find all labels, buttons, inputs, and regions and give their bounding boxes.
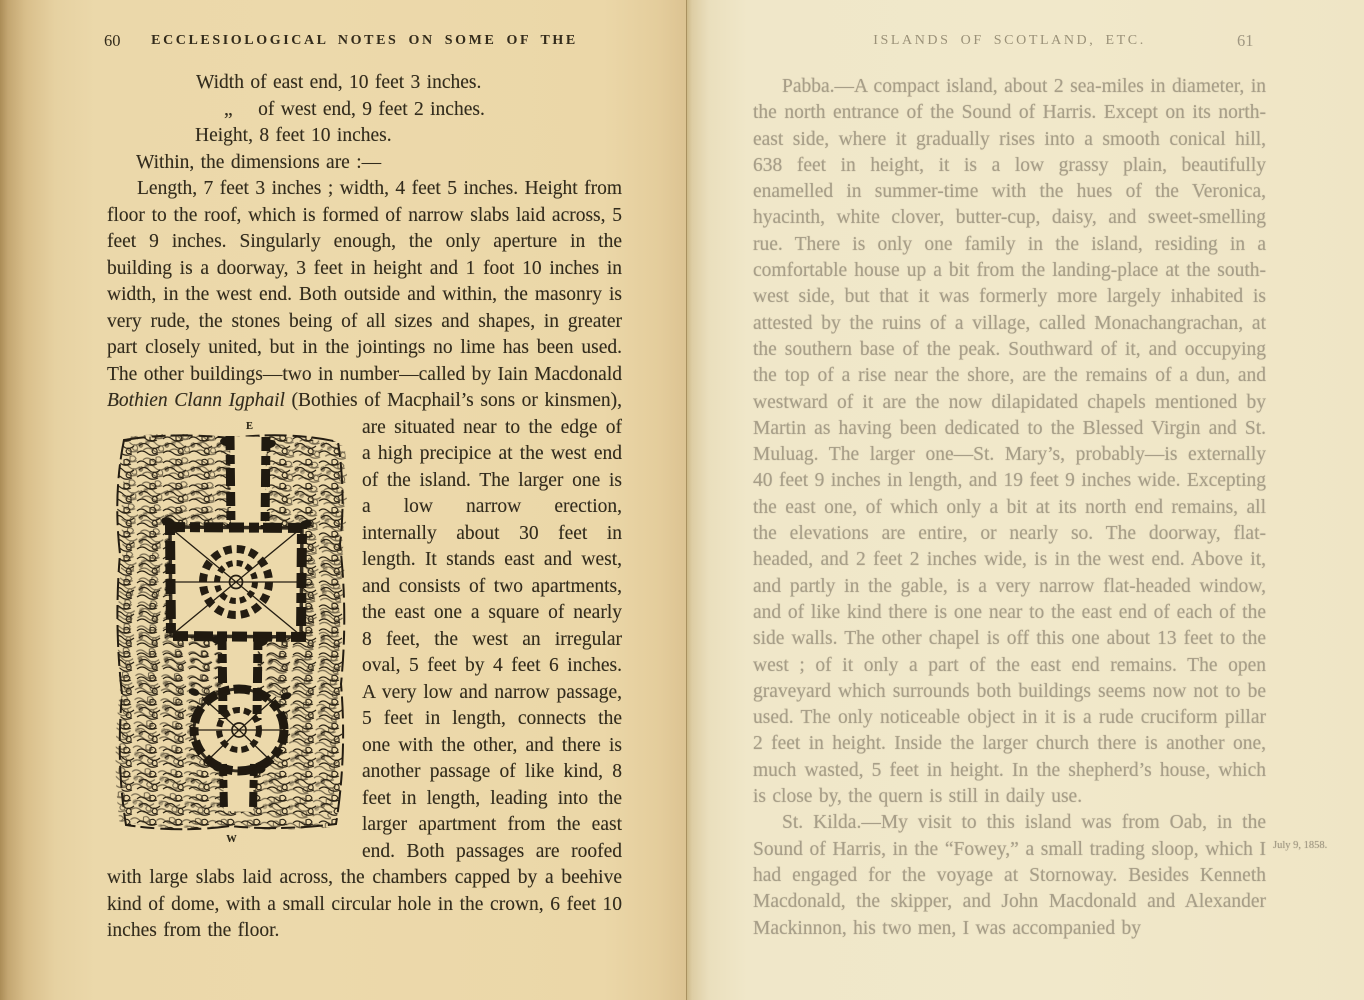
paragraph-text: (Bothies of Macphail’s sons or kinsmen), are situated near to the edge of [284,390,622,438]
main-paragraph [107,176,622,945]
figure-label-west: W [226,833,238,845]
dimension-line: Width of east end, 10 feet 3 inches. [196,72,482,93]
italic-gaelic-phrase: Bothien Clann Igphail [107,390,285,411]
dimension-line: Height, 8 feet 10 inches. [195,125,392,146]
right-page-number: 61 [1237,31,1254,50]
left-running-header: ECCLESIOLOGICAL NOTES ON SOME OF THE [151,33,578,48]
paragraph-text: Length, 7 feet 3 inches ; width, 4 feet 5 inches. Height from floor to the roof, which is formed of narrow slabs laid across, 5 feet 9 inches. Singularly enough, the only aperture in the building is a doorway, 3 feet in height and 1 foot 10 inches in width, in the west end. Both outside and within, the masonry is very rude, the stones being of all sizes and shapes, in greater part closely united, but in the jointings no lime has been used. The other buildings—two in number—called by Iain Macdonald [107,178,622,385]
dimension-line-ditto: „ of west end, 9 feet 2 inches. [224,98,485,120]
right-running-header: ISLANDS OF SCOTLAND, ETC. [873,33,1146,48]
left-page-text-block [107,70,622,945]
beehive-plan-figure [107,420,349,846]
paragraph-text: a high precipice at the west end of the island. The larger one is a low narrow erection, internally about 30 feet in length. It stands east and west, and consists of two apartments, the east one a square of nearly 8 feet, the west an irregular oval, 5 feet by 4 feet 6 inches. A very low and narrow passage, 5 feet in length, connects the one with the other, and there is another passage of like kind, 8 feet in length, leading into the larger apartment from the east end. Both passages are roofed with large slabs laid across, the chambers capped by a beehive kind of dome, with a small circular hole in the crown, 6 feet 10 inches from the floor. [107,443,622,941]
margin-note-date: July 9, 1858. [1273,840,1328,851]
right-page-text-block [753,74,1266,942]
st-kilda-paragraph: St. Kilda.—My visit to this island was from Oab, in the Sound of Harris, in the “Fowey,” a small trading sloop, which I had engaged for the voyage at Stornoway. Besides Kenneth Macdonald, the skipper, and John Macdonald and Alexander Mackinnon, his two men, I was accompanied by [753,812,1266,939]
pabba-paragraph: Pabba.—A compact island, about 2 sea-miles in diameter, in the north entrance of the Sound of Harris. Except on its north-east side, where it gradually rises into a smooth conical hill, 638 feet in height, it is a low grassy plain, beautifully enamelled in summer-time with the hues of the Veronica, hyacinth, white clover, butter-cup, daisy, and sweet-smelling rue. There is only one family in the island, residing in a comfortable house up a bit from the landing-place at the south-west side, but that it was formerly more largely inhabited is attested by the ruins of a village, called Monachangrachan, at the southern base of the peak. Southward of it, and occupying the top of a rise near the shore, are the remains of a dun, and westward of it are the now dilapidated chapels mentioned by Martin as having been dedicated to the Blessed Virgin and St. Muluag. The larger one—St. Mary’s, probably—is externally 40 feet 9 inches in length, and 19 feet 9 inches wide. Excepting the east one, of which only a bit at its north end remains, all the elevations are entire, or nearly so. The doorway, flat-headed, and 2 feet 2 inches wide, is in the west end. Above it, and partly in the gable, is a very narrow flat-headed window, and of like kind there is one near to the east end of each of the side walls. The other chapel is off this one about 13 feet to the west ; of it only a part of the east end remains. The open graveyard which surrounds both buildings seems now not to be used. The only noticeable object in it is a rude cruciform pillar 2 feet in height. Inside the larger church there is another one, much wasted, 5 feet in height. In the shepherd’s house, which is close by, the quern is still in daily use. [753,76,1266,808]
beehive-cell-plan-drawing [110,434,347,832]
left-page-number: 60 [104,31,121,50]
within-dimensions-line: Within, the dimensions are :— [136,151,382,173]
right-page [686,0,1364,1000]
figure-label-east: E [245,420,254,432]
